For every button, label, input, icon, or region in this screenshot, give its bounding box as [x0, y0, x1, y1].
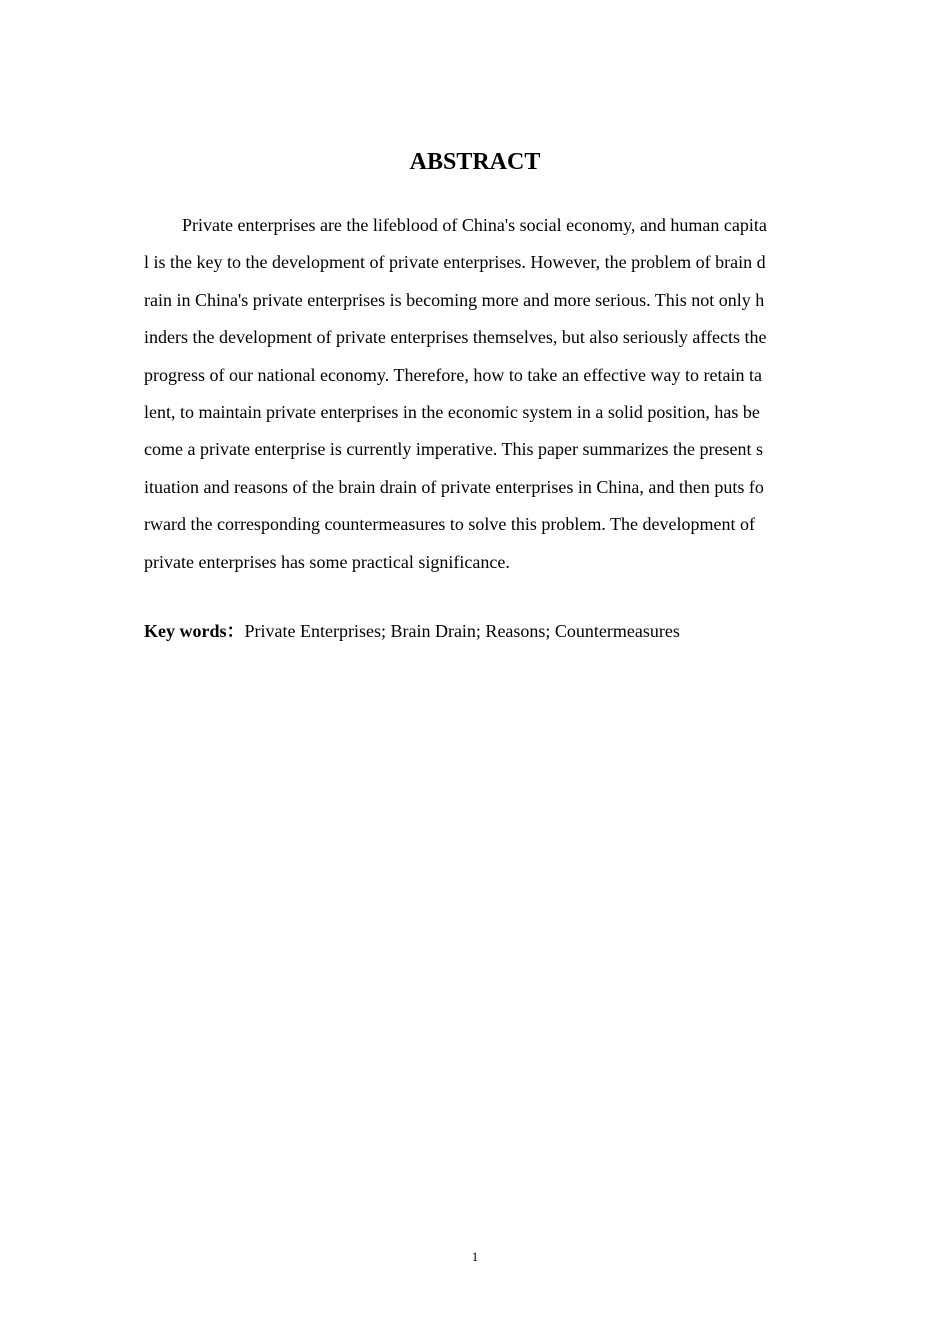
abstract-line: rain in China's private enterprises is becoming more and more serious. This not only h [144, 289, 765, 310]
page-title: ABSTRACT [409, 149, 541, 175]
keywords-line [144, 617, 808, 645]
abstract-line: come a private enterprise is currently imperative. This paper summarizes the present s [144, 439, 763, 460]
keywords-text: Private Enterprises; Brain Drain; Reasons; Countermeasures [244, 621, 680, 641]
abstract-line: inders the development of private enterprises themselves, but also seriously affects the [144, 327, 767, 348]
abstract-line: rward the corresponding countermeasures to solve this problem. The development of [144, 514, 755, 535]
abstract-line: ituation and reasons of the brain drain of private enterprises in China, and then puts fo [144, 476, 764, 497]
keywords-label: Key words： [144, 621, 245, 641]
abstract-line: Private enterprises are the lifeblood of China's social economy, and human capita [182, 215, 767, 235]
abstract-line: private enterprises has some practical significance. [144, 551, 510, 572]
abstract-line: progress of our national economy. Therefore, how to take an effective way to retain ta [144, 364, 762, 385]
abstract-line: l is the key to the development of private enterprises. However, the problem of brain d [144, 252, 766, 273]
abstract-paragraph [144, 207, 808, 581]
abstract-line: lent, to maintain private enterprises in the economic system in a solid position, has be [144, 401, 760, 422]
page-number: 1 [471, 1249, 479, 1264]
